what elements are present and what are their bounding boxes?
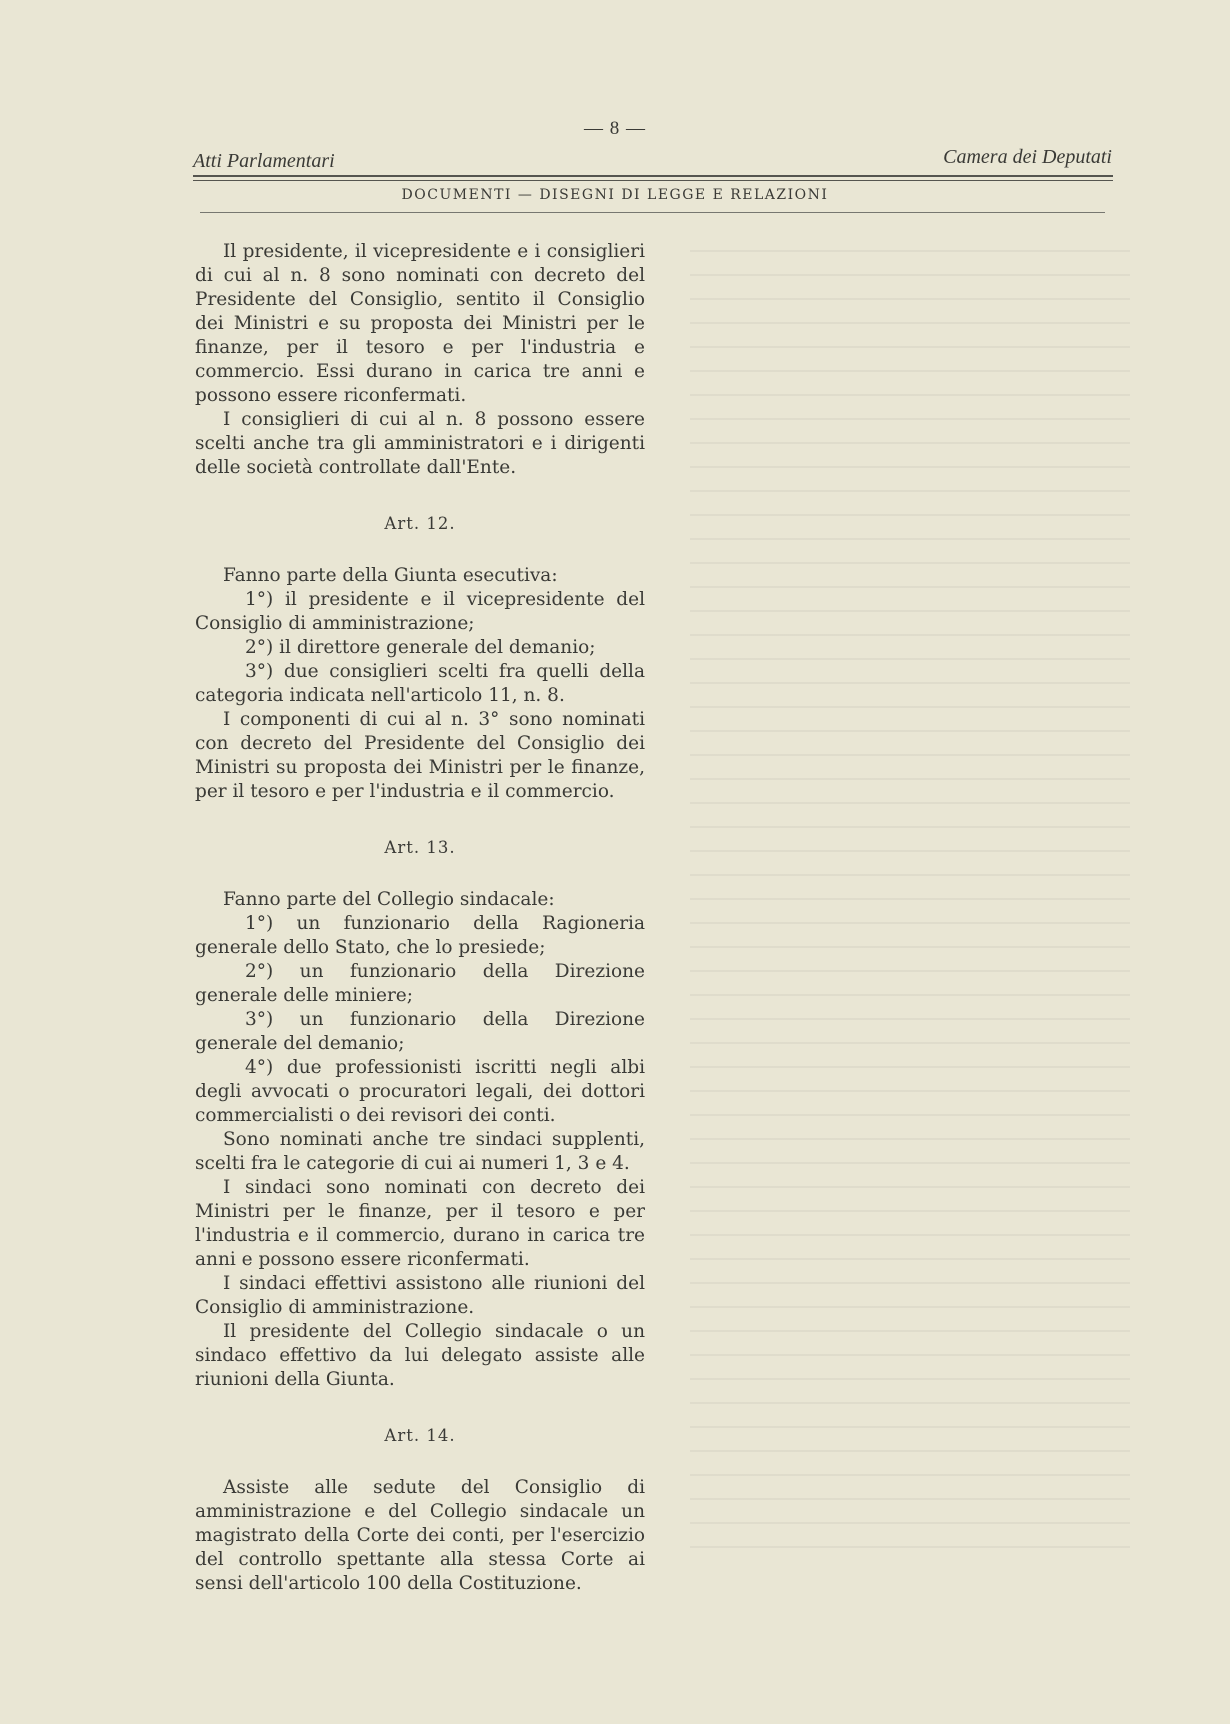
article-title: Art. 12. (384, 514, 456, 533)
article-title: Art. 14. (384, 1426, 456, 1445)
list-item: 2°) il direttore generale del demanio; (245, 637, 596, 658)
paragraph: Il presidente, il vicepresidente e i consiglieri di cui al n. 8 sono nominati con decreto del Presidente del Consiglio, sentito il Consiglio dei Ministri e su proposta dei Ministri per le finanze, per il tesoro e per l'industria e commercio. Essi durano in carica tre anni e possono essere riconfermati. (195, 241, 645, 406)
paragraph: I sindaci sono nominati con decreto dei Ministri per le finanze, per il tesoro e per l'industria e il commercio, durano in carica tre anni e possono essere riconfermati. (195, 1177, 645, 1270)
paragraph: Assiste alle sedute del Consiglio di amministrazione e del Collegio sindacale un magistrato della Corte dei conti, per l'esercizio del controllo spettante alla stessa Corte ai sensi dell'articolo 100 della Costituzione. (195, 1477, 645, 1594)
list-item: 1°) un funzionario della Ragioneria generale dello Stato, che lo presiede; (195, 913, 645, 958)
paragraph: I componenti di cui al n. 3° sono nominati con decreto del Presidente del Consiglio dei Ministri su proposta dei Ministri per le finanze, per il tesoro e per l'industria e il commercio. (195, 709, 645, 802)
header-left: Atti Parlamentari (193, 150, 335, 172)
list-item: 1°) il presidente e il vicepresidente del Consiglio di amministrazione; (195, 589, 645, 634)
article-intro: Fanno parte della Giunta esecutiva: (223, 565, 558, 586)
list-item: 4°) due professionisti iscritti negli albi degli avvocati o procuratori legali, dei dottori commercialisti o dei revisori dei conti. (195, 1057, 645, 1126)
list-item: 2°) un funzionario della Direzione generale delle miniere; (195, 961, 645, 1006)
paragraph: Sono nominati anche tre sindaci supplenti, scelti fra le categorie di cui ai numeri 1, 3 e 4. (195, 1129, 645, 1174)
paragraph: I consiglieri di cui al n. 8 possono essere scelti anche tra gli amministratori e i dirigenti delle società controllate dall'Ente. (195, 409, 645, 478)
header-rule (193, 175, 1113, 177)
text-column (195, 240, 645, 1596)
header-right: Camera dei Deputati (943, 146, 1112, 168)
bleed-through-texture (690, 250, 1130, 1570)
article-title: Art. 13. (384, 838, 456, 857)
list-item: 3°) due consiglieri scelti fra quelli della categoria indicata nell'articolo 11, n. 8. (195, 661, 645, 706)
header-rule-thin (193, 180, 1113, 181)
list-item: 3°) un funzionario della Direzione generale del demanio; (195, 1009, 645, 1054)
paragraph: Il presidente del Collegio sindacale o un sindaco effettivo da lui delegato assiste alle riunioni della Giunta. (195, 1321, 645, 1390)
paragraph: I sindaci effettivi assistono alle riunioni del Consiglio di amministrazione. (195, 1273, 645, 1318)
section-header: DOCUMENTI — DISEGNI DI LEGGE E RELAZIONI (401, 187, 829, 203)
article-intro: Fanno parte del Collegio sindacale: (223, 889, 555, 910)
page-number: — 8 — (584, 118, 646, 139)
section-rule (200, 212, 1105, 213)
